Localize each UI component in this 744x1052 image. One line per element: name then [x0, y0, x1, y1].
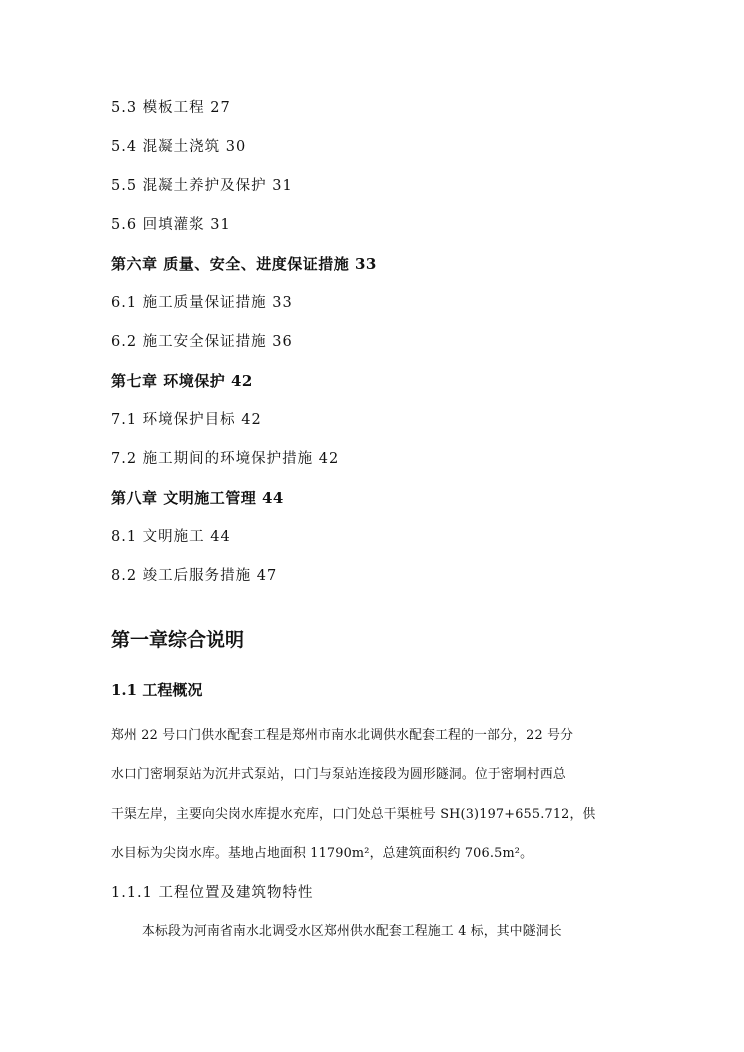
toc-item-5-3[interactable]: 5.3 模板工程 27: [111, 100, 231, 116]
subsection-paragraph-line: 本标段为河南省南水北调受水区郑州供水配套工程施工 4 标，其中隧洞长: [142, 924, 562, 939]
toc-item-5-4[interactable]: 5.4 混凝土浇筑 30: [111, 139, 247, 155]
toc-item-5-5[interactable]: 5.5 混凝土养护及保护 31: [111, 178, 293, 194]
toc-item-6-1[interactable]: 6.1 施工质量保证措施 33: [111, 295, 293, 311]
toc-chapter-7[interactable]: 第七章 环境保护 42: [111, 372, 253, 390]
section-title: 1.1 工程概况: [111, 681, 203, 699]
toc-item-6-2[interactable]: 6.2 施工安全保证措施 36: [111, 334, 293, 350]
paragraph-line: 水目标为尖岗水库。基地占地面积 11790m²，总建筑面积约 706.5m²。: [111, 846, 534, 861]
toc-item-7-2[interactable]: 7.2 施工期间的环境保护措施 42: [111, 451, 340, 467]
paragraph-line: 郑州 22 号口门供水配套工程是郑州市南水北调供水配套工程的一部分，22 号分: [111, 728, 574, 743]
toc-item-8-2[interactable]: 8.2 竣工后服务措施 47: [111, 568, 278, 584]
toc-item-5-6[interactable]: 5.6 回填灌浆 31: [111, 217, 231, 233]
toc-item-8-1[interactable]: 8.1 文明施工 44: [111, 529, 231, 545]
paragraph-line: 水口门密垌泵站为沉井式泵站，口门与泵站连接段为圆形隧洞。位于密垌村西总: [111, 767, 566, 782]
toc-item-7-1[interactable]: 7.1 环境保护目标 42: [111, 412, 262, 428]
toc-chapter-8[interactable]: 第八章 文明施工管理 44: [111, 489, 284, 507]
toc-chapter-6[interactable]: 第六章 质量、安全、进度保证措施 33: [111, 255, 377, 273]
subsection-title: 1.1.1 工程位置及建筑物特性: [111, 885, 314, 901]
paragraph-line: 干渠左岸，主要向尖岗水库提水充库，口门处总干渠桩号 SH(3)197+655.712，供: [111, 807, 596, 822]
chapter-title: 第一章综合说明: [111, 629, 245, 651]
